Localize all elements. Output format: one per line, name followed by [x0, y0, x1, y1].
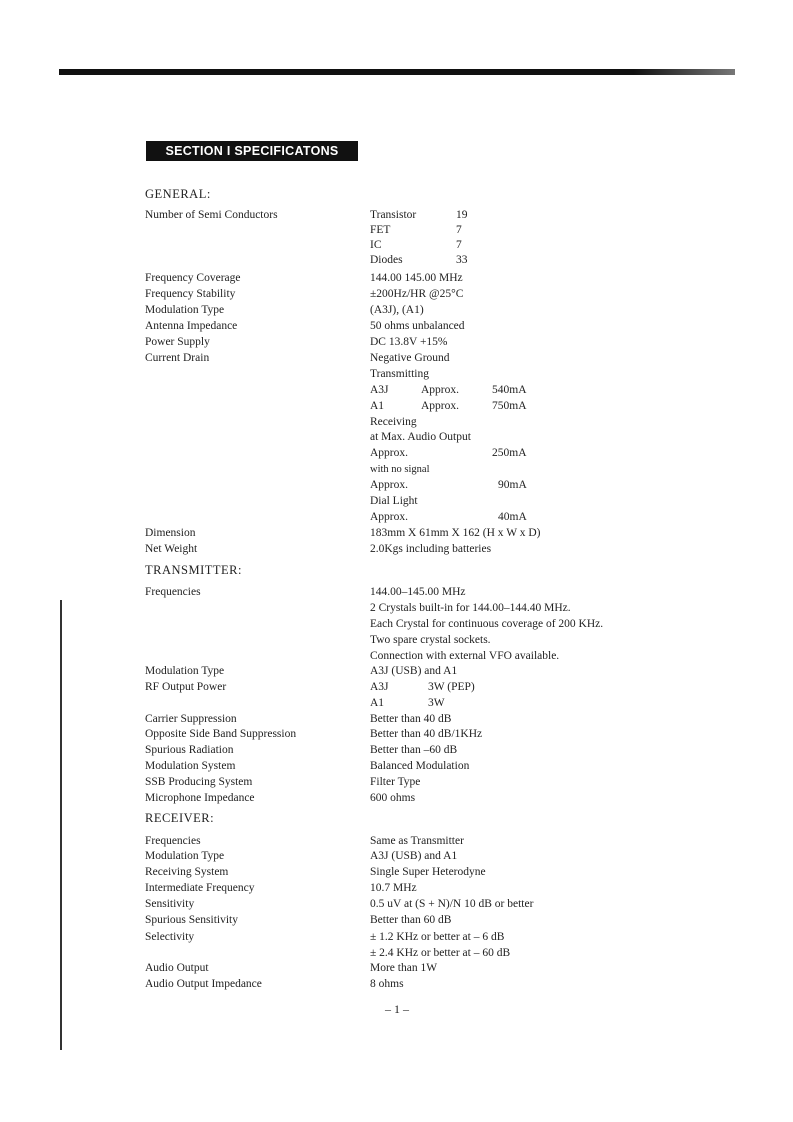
no-signal-label: with no signal	[370, 464, 430, 475]
tx-frequencies-label: Frequencies	[145, 586, 201, 598]
approx-label: Approx.	[421, 384, 460, 396]
spec-label: Modulation Type	[145, 304, 225, 316]
semiconductor-row	[370, 223, 462, 238]
semiconductor-row	[370, 238, 462, 253]
spec-value: 0.5 uV at (S + N)/N 10 dB or better	[370, 898, 534, 910]
spec-value: Better than –60 dB	[370, 744, 458, 756]
tx-frequency-line: Each Crystal for continuous coverage of 200 KHz.	[370, 618, 604, 630]
approx-label: Approx.	[370, 511, 409, 523]
transmitting-label: Transmitting	[370, 368, 430, 380]
drain-value: 540mA	[492, 384, 527, 396]
rf-output-a1	[370, 696, 445, 711]
tx-frequency-line: 144.00–145.00 MHz	[370, 586, 466, 598]
mode-label: A3J	[370, 384, 389, 396]
selectivity-label: Selectivity	[145, 931, 195, 943]
spec-label: Frequencies	[145, 835, 201, 847]
spec-value: 600 ohms	[370, 792, 416, 804]
top-rule	[59, 69, 735, 75]
spec-label: Opposite Side Band Suppression	[145, 728, 297, 740]
rf-output-a3j	[370, 680, 475, 695]
transmitter-heading: TRANSMITTER:	[145, 563, 242, 577]
spec-value: ±200Hz/HR @25°C	[370, 288, 464, 300]
audio-impedance-value: 8 ohms	[370, 978, 404, 990]
spec-value: Better than 40 dB/1KHz	[370, 728, 483, 740]
spec-label: Frequency Stability	[145, 288, 236, 300]
tx-modulation-value: A3J (USB) and A1	[370, 665, 458, 677]
current-drain-label: Current Drain	[145, 352, 210, 364]
spec-value: 10.7 MHz	[370, 882, 417, 894]
receiving-label: Receiving	[370, 416, 417, 428]
semiconductor-name: Diodes	[370, 254, 403, 266]
mode-label: A3J	[370, 681, 389, 693]
audio-output-label: Audio Output	[145, 962, 209, 974]
dimension-label: Dimension	[145, 527, 196, 539]
spec-value: (A3J), (A1)	[370, 304, 424, 316]
selectivity-line: ± 1.2 KHz or better at – 6 dB	[370, 931, 505, 943]
drain-dial-light	[370, 510, 527, 525]
spec-value: A3J (USB) and A1	[370, 850, 458, 862]
spec-label: Modulation Type	[145, 850, 225, 862]
drain-no-signal	[370, 478, 527, 493]
mode-label: A1	[370, 400, 385, 412]
spec-label: Sensitivity	[145, 898, 195, 910]
spec-label: Intermediate Frequency	[145, 882, 255, 894]
semiconductor-count: 19	[456, 209, 468, 221]
semiconductor-name: FET	[370, 224, 391, 236]
max-audio-label: at Max. Audio Output	[370, 431, 471, 443]
selectivity-line: ± 2.4 KHz or better at – 60 dB	[370, 947, 511, 959]
mode-label: A1	[370, 697, 385, 709]
semiconductor-row	[370, 253, 468, 268]
spec-value: 50 ohms unbalanced	[370, 320, 465, 332]
page-number: – 1 –	[385, 1002, 409, 1016]
tx-modulation-label: Modulation Type	[145, 665, 225, 677]
spec-value: Filter Type	[370, 776, 421, 788]
rf-output-label: RF Output Power	[145, 681, 227, 693]
spec-label: Microphone Impedance	[145, 792, 255, 804]
approx-label: Approx.	[370, 447, 409, 459]
semiconductor-count: 7	[456, 224, 462, 236]
receiver-heading: RECEIVER:	[145, 811, 215, 825]
semiconductor-row	[370, 208, 468, 223]
spec-label: SSB Producing System	[145, 776, 253, 788]
drain-value: 750mA	[492, 400, 527, 412]
spec-label: Spurious Radiation	[145, 744, 234, 756]
semiconductor-name: IC	[370, 239, 382, 251]
dimension-value: 183mm X 61mm X 162 (H x W x D)	[370, 527, 541, 539]
spec-value: Balanced Modulation	[370, 760, 470, 772]
semiconductor-count: 33	[456, 254, 468, 266]
drain-value: 40mA	[498, 511, 527, 523]
general-heading: GENERAL:	[145, 187, 211, 201]
semiconductor-name: Transistor	[370, 209, 417, 221]
spec-label: Carrier Suppression	[145, 713, 237, 725]
dial-light-label: Dial Light	[370, 495, 418, 507]
spec-value: Better than 60 dB	[370, 914, 452, 926]
spec-label: Antenna Impedance	[145, 320, 238, 332]
spec-label: Power Supply	[145, 336, 210, 348]
binding-edge-line	[60, 600, 62, 1050]
spec-label: Modulation System	[145, 760, 236, 772]
drain-value: 250mA	[492, 447, 527, 459]
spec-value: DC 13.8V +15%	[370, 336, 448, 348]
spec-label: Receiving System	[145, 866, 229, 878]
approx-label: Approx.	[421, 400, 460, 412]
audio-impedance-label: Audio Output Impedance	[145, 978, 262, 990]
net-weight-label: Net Weight	[145, 543, 198, 555]
semiconductors-label: Number of Semi Conductors	[145, 209, 278, 221]
semiconductor-count: 7	[456, 239, 462, 251]
tx-frequency-line: 2 Crystals built-in for 144.00–144.40 MHz.	[370, 602, 571, 614]
spec-value: Better than 40 dB	[370, 713, 452, 725]
drain-a1	[370, 399, 527, 414]
audio-output-value: More than 1W	[370, 962, 438, 974]
tx-frequency-line: Two spare crystal sockets.	[370, 634, 491, 646]
spec-value: 144.00 145.00 MHz	[370, 272, 463, 284]
rf-output-value: 3W	[428, 697, 445, 709]
rf-output-value: 3W (PEP)	[428, 681, 475, 693]
approx-label: Approx.	[370, 479, 409, 491]
spec-value: Same as Transmitter	[370, 835, 464, 847]
section-title: SECTION I SPECIFICATONS	[146, 141, 358, 161]
tx-frequency-line: Connection with external VFO available.	[370, 650, 560, 662]
spec-label: Spurious Sensitivity	[145, 914, 238, 926]
ground-note: Negative Ground	[370, 352, 450, 364]
net-weight-value: 2.0Kgs including batteries	[370, 543, 492, 555]
drain-a3j	[370, 383, 527, 398]
drain-max-audio	[370, 446, 527, 461]
spec-value: Single Super Heterodyne	[370, 866, 486, 878]
spec-label: Frequency Coverage	[145, 272, 241, 284]
drain-value: 90mA	[498, 479, 527, 491]
